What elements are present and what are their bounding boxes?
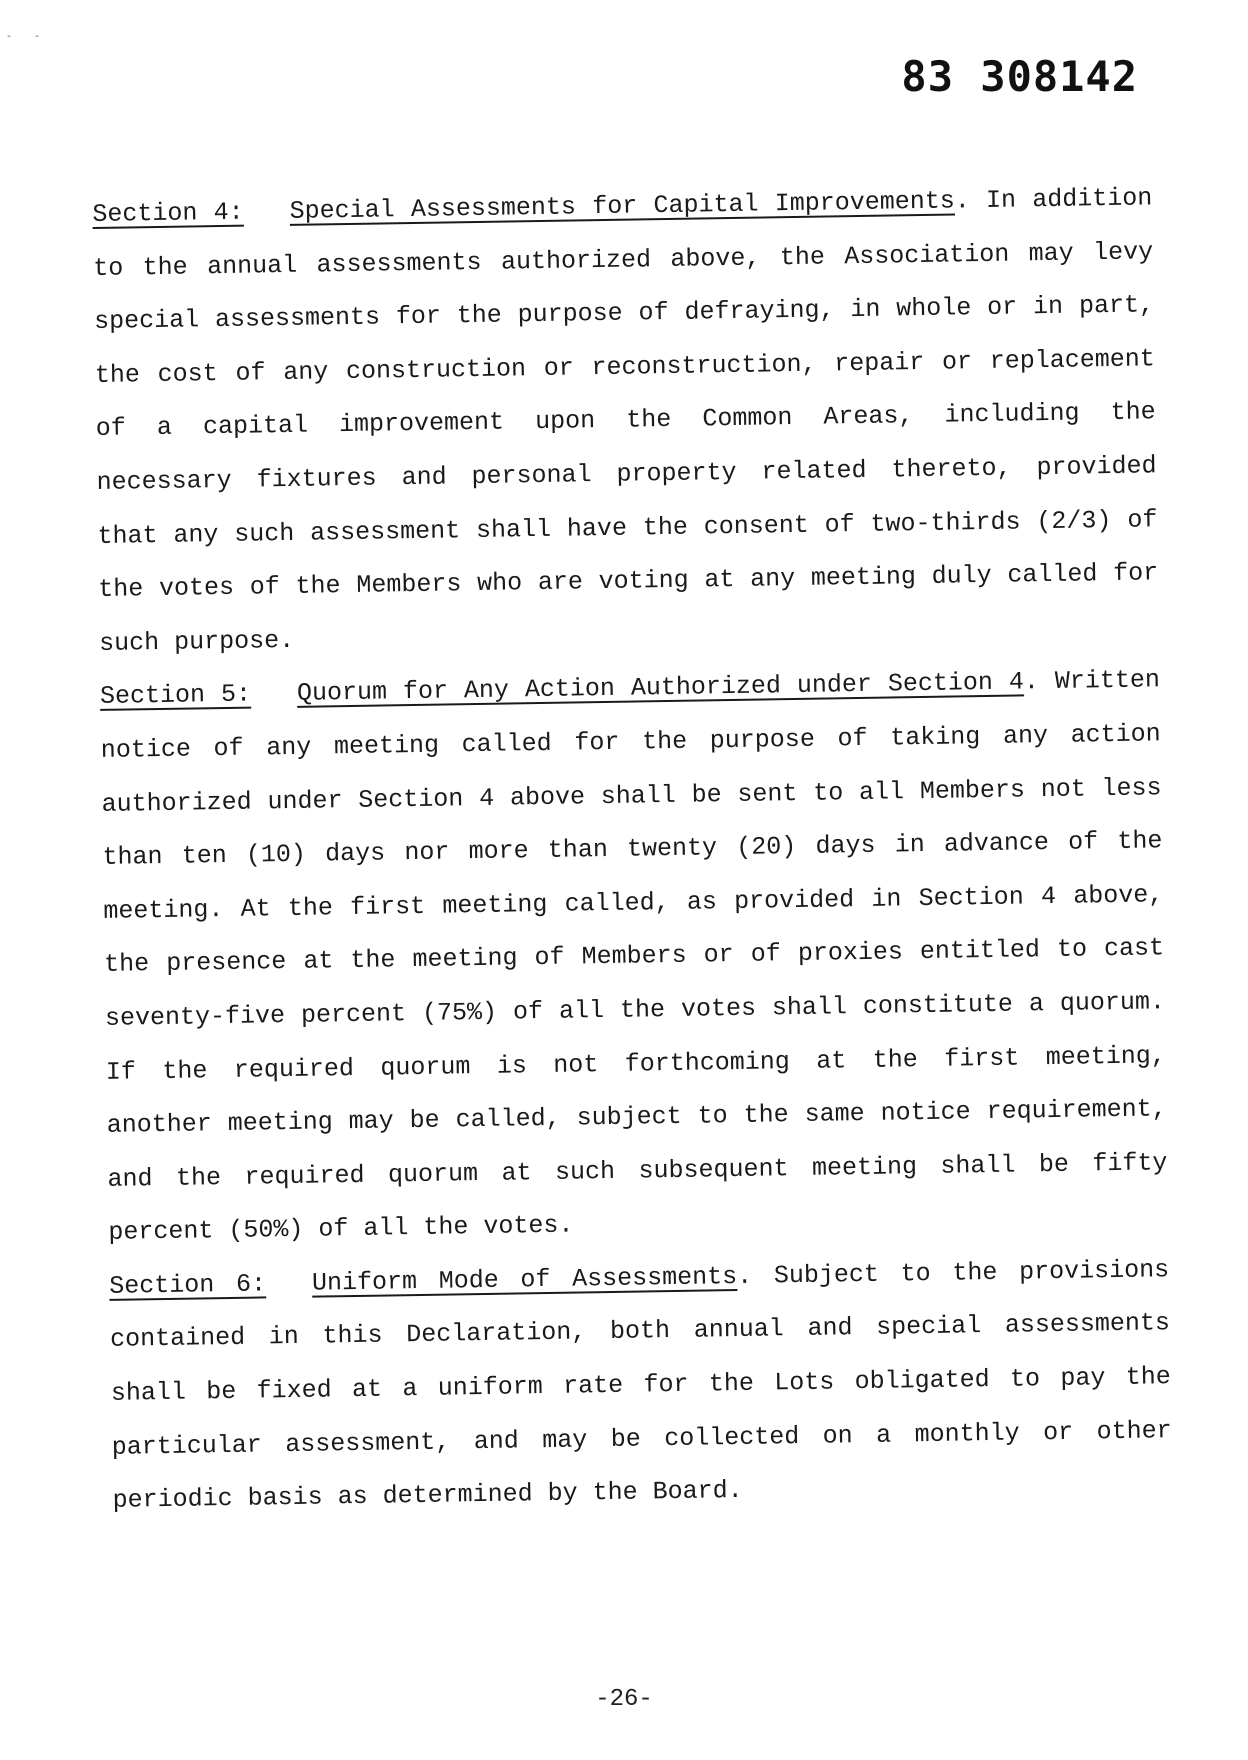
section-5-paragraph: Section 5: Quorum for Any Action Authorized under Section 4. Written notice of any meeting called for the purpose of taking any action authorized under Section 4 above shall be sent to all Members not less than ten (10) days nor more than twenty (20) days in advance of the meeting. At the first meeting called, as provided in Section 4 above, the presence at the meeting of Members or of proxies entitled to cast seventy-five percent (75%) of all the votes shall constitute a quorum. If the required quorum is not forthcoming at the first meeting, another meeting may be called, subject to the same notice requirement, and the required quorum at such subsequent meeting shall be fifty percent (50%) of all the votes. <box>99 665 1168 1248</box>
section-4-text: In addition to the annual assessments authorized above, the Association may levy special assessments for the purpose of defraying, in whole or in part, the cost of any construction or reconstruction, repair or replacement of a capital improvement upon the Common Areas, including the necessary fixtures and personal property related thereto, provided that any such assessment shall have the consent of two-thirds (2/3) of the votes of the Members who are voting at any meeting duly called for such purpose. <box>93 183 1159 658</box>
document-number: 83 308142 <box>901 52 1138 101</box>
scan-artifact: - - <box>6 32 49 43</box>
section-6-label: Section 6: <box>109 1269 267 1301</box>
section-4-title: Special Assessments for Capital Improvements <box>289 186 955 226</box>
section-5-label: Section 5: <box>99 679 252 712</box>
page-number: -26- <box>595 1686 653 1713</box>
document-body <box>92 171 1173 1527</box>
section-4-paragraph: Section 4: Special Assessments for Capital Improvements. In addition to the annual assessments authorized above, the Association may levy special assessments for the purpose of defraying, in whole or in part, the cost of any construction or reconstruction, repair or replacement of a capital improvement upon the Common Areas, including the necessary fixtures and personal property related thereto, provided that any such assessment shall have the consent of two-thirds (2/3) of the votes of the Members who are voting at any meeting duly called for such purpose. <box>92 183 1159 658</box>
section-5-title: Quorum for Any Action Authorized under Section 4 <box>296 667 1025 709</box>
section-6-paragraph: Section 6: Uniform Mode of Assessments. Subject to the provisions contained in this Declaration, both annual and special assessments shall be fixed at a uniform rate for the Lots obligated to pay the particular assessment, and may be collected on a monthly or other periodic basis as determined by the Board. <box>109 1255 1172 1516</box>
section-6-text: Subject to the provisions contained in this Declaration, both annual and special assessments shall be fixed at a uniform rate for the Lots obligated to pay the particular assessment, and may be collected on a monthly or other periodic basis as determined by the Board. <box>109 1255 1172 1516</box>
section-5-text: Written notice of any meeting called for the purpose of taking any action authorized under Section 4 above shall be sent to all Members not less than ten (10) days nor more than twenty (20) days in advance of the meeting. At the first meeting called, as provided in Section 4 above, the presence at the meeting of Members or of proxies entitled to cast seventy-five percent (75%) of all the votes shall constitute a quorum. If the required quorum is not forthcoming at the first meeting, another meeting may be called, subject to the same notice requirement, and the required quorum at such subsequent meeting shall be fifty percent (50%) of all the votes. <box>100 665 1168 1248</box>
section-4-label: Section 4: <box>92 197 244 229</box>
section-6-title: Uniform Mode of Assessments <box>311 1261 738 1298</box>
